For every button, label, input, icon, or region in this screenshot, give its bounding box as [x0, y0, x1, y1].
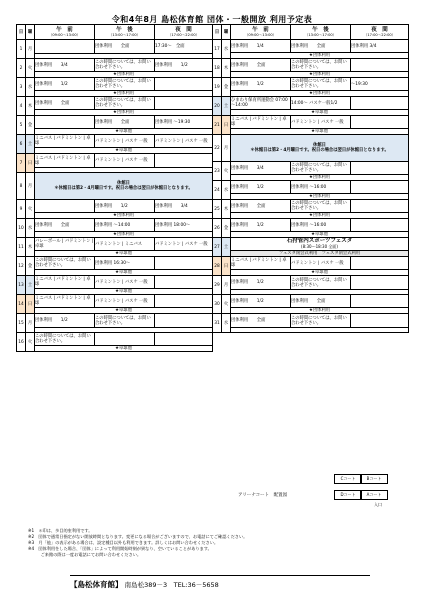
ev-cell [351, 314, 409, 328]
ev-cell [351, 162, 409, 175]
weekday: 月 [26, 40, 35, 59]
ev-cell [351, 116, 409, 129]
pm-cell: 団体利用 16:30～ [95, 257, 155, 270]
footer [70, 575, 370, 590]
weekday: 日 [222, 257, 231, 276]
day-number: 10 [17, 219, 26, 238]
day-row [213, 162, 409, 175]
court-label: アリーナコート 配置図 [238, 493, 288, 498]
am-cell: 団体利用 全面 [35, 97, 95, 110]
header-day: 日 [17, 25, 26, 40]
ev-cell: バドミントン | バスケ 一般 [155, 238, 213, 251]
ev-cell [351, 257, 409, 270]
am-cell: 団体利用 3/4 [231, 162, 291, 175]
pm-cell: 団体利用 全面 [95, 116, 155, 129]
weekday: 木 [26, 97, 35, 116]
bottom-note: ★卓球他 [231, 270, 409, 276]
day-row [213, 314, 409, 328]
day-number: 30 [213, 295, 222, 314]
bottom-note: ★卓球他 [35, 308, 213, 314]
am-cell: ミニバス | バドミントン | 卓球 [35, 135, 95, 148]
ev-cell [155, 154, 213, 168]
calendar-right [212, 24, 409, 333]
day-number: 27 [213, 238, 222, 257]
pm-cell: 団体利用 1/2 [95, 200, 155, 213]
bottom-note: ★卓球他 [35, 129, 213, 135]
calendar-left [16, 24, 213, 352]
day-row [213, 40, 409, 53]
day-number: 21 [213, 116, 222, 135]
pm-cell: 団体利用 全面 [95, 40, 155, 54]
footnote-3: ※3 月「他」の表示がある場合は、設定種目以外も利用できます。詳しくはお問い合わせください。 [28, 540, 219, 545]
bottom-note: ★団体利用 [35, 72, 213, 78]
ev-cell [351, 59, 409, 72]
am-cell: ミニバス | バドミントン | 卓球 [231, 257, 291, 270]
day-row-bottom [213, 328, 409, 333]
day-number: 11 [17, 238, 26, 257]
day-number: 16 [17, 333, 26, 352]
day-number: 5 [17, 116, 26, 135]
ev-cell: 団体利用 3/4 [351, 40, 409, 53]
weekday: 月 [26, 173, 35, 200]
am-cell: 団体利用 1/2 [231, 181, 291, 194]
day-number: 20 [213, 97, 222, 116]
weekday: 月 [222, 276, 231, 295]
day-number: 9 [17, 200, 26, 219]
footnote-5: ご来館の際は一度お電話にてお問い合わせください。 [28, 552, 142, 557]
event-title: 石狩管内スポーツフェスタ [286, 238, 353, 244]
ev-cell [351, 200, 409, 213]
bottom-note: ★卓球他 [35, 289, 213, 295]
weekday: 火 [26, 200, 35, 219]
day-number: 4 [17, 97, 26, 116]
court-b: Bコート [360, 474, 388, 484]
ev-cell [351, 219, 409, 232]
bottom-note: ★卓球他 [35, 251, 213, 257]
am-cell: 団体利用 1/4 [231, 40, 291, 53]
weekday: 金 [26, 116, 35, 135]
pm-cell: この時間については、お問い合わせ下さい。 [291, 59, 351, 72]
event-cell [231, 238, 409, 251]
header-am: 午 前 （09:00～13:00） [231, 25, 291, 40]
am-cell: ミニバス | バドミントン | 卓球 [35, 154, 95, 168]
am-cell: ミニバス | バドミントン | 卓球 [231, 116, 291, 129]
bottom-note: ★団体利用 [231, 308, 409, 314]
footer-address: 南島松389－3 TEL:36－5658 [124, 581, 219, 589]
ev-cell: ～19:30 [351, 78, 409, 91]
am-cell: 団体利用 1/2 [231, 295, 291, 308]
pm-cell: バドミントン | バスケ 一般 [95, 135, 155, 148]
pm-cell: 団体利用 全面 [291, 295, 351, 308]
pm-cell: バドミントン | ミニバス [95, 238, 155, 251]
pm-cell: 団体利用 ～14:00 [95, 219, 155, 232]
holiday-title: 休館日 [313, 143, 326, 148]
am-cell: 団体利用 1/2 [35, 78, 95, 91]
bottom-note: ★卓球他 [231, 129, 409, 135]
header-day: 日 [213, 25, 222, 40]
ev-cell [155, 295, 213, 308]
bottom-note: ★卓球他 [231, 232, 409, 238]
ev-cell [351, 276, 409, 290]
day-number: 28 [213, 257, 222, 276]
day-number: 17 [213, 40, 222, 59]
weekday: 金 [222, 219, 231, 238]
ev-cell [155, 276, 213, 289]
bottom-note: ★団体利用 [231, 194, 409, 200]
day-row [17, 295, 213, 308]
am-cell [35, 116, 95, 129]
bottom-note: ★団体利用 [35, 232, 213, 238]
event-row [213, 238, 409, 251]
am-cell: 団体利用 全面 [231, 200, 291, 213]
weekday: 木 [222, 200, 231, 219]
event-time: (8:30～18:30 全面) [301, 244, 338, 249]
day-number: 26 [213, 219, 222, 238]
am-cell [35, 200, 95, 213]
day-row [17, 154, 213, 168]
day-number: 6 [17, 135, 26, 154]
weekday: 木 [222, 59, 231, 78]
pm-cell: 14:00～ バスケ一般1/2 [291, 97, 351, 110]
day-number: 24 [213, 181, 222, 200]
day-number: 2 [17, 59, 26, 78]
am-cell: 団体利用 1/2 [231, 78, 291, 91]
header-pm: 午 後 （13:00～17:00） [291, 25, 351, 40]
am-cell: ひまわり保育所運動会 07:00～14:00 [231, 97, 291, 110]
pm-cell: 団体利用 ～16:00 [291, 219, 351, 232]
ev-cell [351, 97, 409, 110]
court-entry: 入口 [374, 502, 382, 507]
day-number: 29 [213, 276, 222, 295]
weekday: 火 [26, 333, 35, 352]
holiday-title: 休館日 [117, 181, 130, 186]
weekday: 月 [222, 135, 231, 162]
day-number: 23 [213, 162, 222, 181]
holiday-row [17, 173, 213, 200]
day-number: 3 [17, 78, 26, 97]
day-row [17, 116, 213, 129]
weekday: 木 [26, 238, 35, 257]
holiday-body: ＊休館日は第2・4月曜日です。祝日の場合は翌日が休館日となります。 [54, 186, 193, 191]
weekday: 水 [26, 78, 35, 97]
ev-cell [155, 314, 213, 328]
day-row [213, 276, 409, 290]
weekday: 火 [26, 59, 35, 78]
day-number: 18 [213, 59, 222, 78]
pm-cell: バドミントン | バスケ 一般 [291, 116, 351, 129]
bottom-note: ★団体利用 [231, 53, 409, 59]
header-ev: 夜 間 （17:00～22:00） [351, 25, 409, 40]
bottom-note: ★卓球他 [35, 148, 213, 154]
bottom-note: ★団体利用 [231, 175, 409, 181]
bottom-note: ★団体利用 [231, 91, 409, 97]
day-row [17, 257, 213, 270]
am-cell: 団体利用 全面 [35, 219, 95, 232]
am-cell: この時間については、お問い合わせ下さい。 [35, 257, 95, 270]
pm-cell: この時間については、お問い合わせ下さい。 [291, 78, 351, 91]
bottom-note: ★団体利用 [35, 91, 213, 97]
day-number: 22 [213, 135, 222, 162]
day-row [213, 116, 409, 129]
ev-cell [351, 295, 409, 308]
ev-cell [351, 181, 409, 194]
weekday: 月 [26, 314, 35, 333]
day-number: 14 [17, 295, 26, 314]
am-cell: 団体利用 全面 [231, 59, 291, 72]
day-number: 13 [17, 276, 26, 295]
day-row [213, 78, 409, 91]
ev-cell [155, 333, 213, 346]
weekday: 日 [222, 116, 231, 135]
pm-cell: バドミントン | バスケ 一般 [95, 276, 155, 289]
ev-cell: 団体利用 3/4 [155, 200, 213, 213]
ev-cell: 団体利用 18:00～ [155, 219, 213, 232]
day-number: 8 [17, 173, 26, 200]
pm-cell: この時間については、お問い合わせ下さい。 [95, 78, 155, 91]
day-number: 25 [213, 200, 222, 219]
court-diagram [234, 470, 392, 520]
am-cell: ミニバス | バドミントン | 卓球 [35, 276, 95, 289]
ev-cell [155, 257, 213, 270]
weekday: 水 [26, 219, 35, 238]
footer-name: 【島松体育館】 [70, 580, 123, 589]
court-c: Cコート [334, 474, 362, 484]
pm-cell: バドミントン | バスケ 一般 [291, 257, 351, 270]
weekday: 金 [26, 257, 35, 276]
header-weekday: 曜 [222, 25, 231, 40]
day-row [213, 59, 409, 72]
day-row [213, 97, 409, 110]
pm-cell: この時間については、お問い合わせ下さい。 [291, 276, 351, 290]
ev-cell: 団体利用 ～19:30 [155, 116, 213, 129]
weekday: 火 [222, 162, 231, 181]
weekday: 水 [222, 314, 231, 333]
bottom-note: ★団体利用 [35, 110, 213, 116]
am-cell: この時間については、お問い合わせ下さい。 [35, 333, 95, 346]
day-row [213, 200, 409, 213]
ev-cell: バドミントン | バスケ 一般 [155, 135, 213, 148]
day-row [213, 257, 409, 270]
day-number: 12 [17, 257, 26, 276]
am-cell: 団体利用 1/2 [35, 314, 95, 328]
am-cell: 団体利用 全面 [231, 314, 291, 328]
court-a: Aコート [360, 490, 388, 500]
day-row [17, 238, 213, 251]
weekday: 土 [26, 135, 35, 154]
weekday: 土 [222, 97, 231, 116]
bottom-note: ★卓球他 [35, 270, 213, 276]
holiday-body: ＊休館日は第2・4月曜日です。祝日の場合は翌日が休館日となります。 [250, 148, 389, 153]
bottom-note: ★卓球他 [35, 346, 213, 352]
day-row [17, 135, 213, 148]
pm-cell: 団体利用 ～16:00 [291, 181, 351, 194]
day-row [17, 333, 213, 346]
day-number: 15 [17, 314, 26, 333]
weekday: 水 [222, 181, 231, 200]
pm-cell: バドミントン | バスケ 一般 [95, 295, 155, 308]
pm-cell: この時間については、お問い合わせ下さい。 [291, 200, 351, 213]
day-row [17, 97, 213, 110]
day-row [17, 78, 213, 91]
day-number: 1 [17, 40, 26, 59]
day-row [213, 181, 409, 194]
court-d: Dコート [334, 490, 362, 500]
ev-cell [155, 97, 213, 110]
footnotes [28, 528, 398, 558]
day-row [17, 276, 213, 289]
ev-cell: 17:30～ 全面 [155, 40, 213, 54]
day-row [17, 314, 213, 328]
day-row [17, 59, 213, 72]
pm-cell: この時間については、お問い合わせ下さい。 [95, 97, 155, 110]
bottom-note [231, 328, 409, 333]
am-cell: 団体利用 3/4 [35, 59, 95, 72]
day-number: 31 [213, 314, 222, 333]
day-row [17, 200, 213, 213]
header-ev: 夜 間 （17:00～22:00） [155, 25, 213, 40]
bottom-note: ★卓球他 [231, 110, 409, 116]
event-bottom: フェスタ閉会式利用 フェスタ閉会式利用 [231, 251, 409, 257]
am-cell: 団体利用 1/2 [231, 219, 291, 232]
weekday: 日 [26, 154, 35, 173]
header-am: 午 前 （09:00～13:00） [35, 25, 95, 40]
day-number: 19 [213, 78, 222, 97]
am-cell: ミニバス | バドミントン | 卓球 [35, 295, 95, 308]
holiday-row [213, 135, 409, 162]
weekday: 水 [222, 40, 231, 59]
bottom-note: ★団体利用 [35, 213, 213, 219]
page-title: 令和4年8月 島松体育館 団体・一般開放 利用予定表 [111, 15, 313, 24]
pm-cell [95, 333, 155, 346]
day-row [17, 40, 213, 54]
weekday: 日 [26, 295, 35, 314]
footnote-4: ※4 団体利用をした場合、「団体」によって利用開始時刻が異なり、空いていることがあります。 [28, 546, 212, 551]
am-cell: バレーボール | バドミントン | 卓球 [35, 239, 94, 249]
day-row [213, 219, 409, 232]
pm-cell: この時間については、お問い合わせ下さい。 [95, 59, 155, 72]
header-pm: 午 後 （13:00～17:00） [95, 25, 155, 40]
day-number: 7 [17, 154, 26, 173]
day-row-bottom [17, 346, 213, 352]
am-cell: 団体利用 1/2 [231, 276, 291, 290]
header-weekday: 曜 [26, 25, 35, 40]
day-row [213, 295, 409, 308]
holiday-cell [35, 173, 213, 200]
ev-cell: 団体利用 1/2 [155, 59, 213, 72]
day-row [17, 219, 213, 232]
pm-cell: バドミントン | バスケ 一般 [95, 154, 155, 168]
bottom-note: ★団体利用 [231, 72, 409, 78]
weekday: 土 [222, 238, 231, 257]
weekday: 火 [222, 295, 231, 314]
ev-cell [155, 78, 213, 91]
weekday: 土 [26, 276, 35, 295]
pm-cell: この時間については、お問い合わせ下さい。 [95, 314, 155, 328]
pm-cell: 団体利用 全面 [291, 40, 351, 53]
bottom-note: ★団体利用 [231, 213, 409, 219]
holiday-cell [231, 135, 409, 162]
weekday: 金 [222, 78, 231, 97]
footnote-1: ※1 ＊印は、多目的室利用です。 [28, 528, 93, 533]
footnote-2: ※2 団体で通常日指定がない開放時間となります。変更になる場合がございますので、お電話にてご確認ください。 [28, 534, 248, 539]
pm-cell: この時間については、お問い合わせ下さい。 [291, 162, 351, 175]
am-cell [35, 40, 95, 54]
pm-cell: この時間については、お問い合わせ下さい。 [291, 314, 351, 328]
